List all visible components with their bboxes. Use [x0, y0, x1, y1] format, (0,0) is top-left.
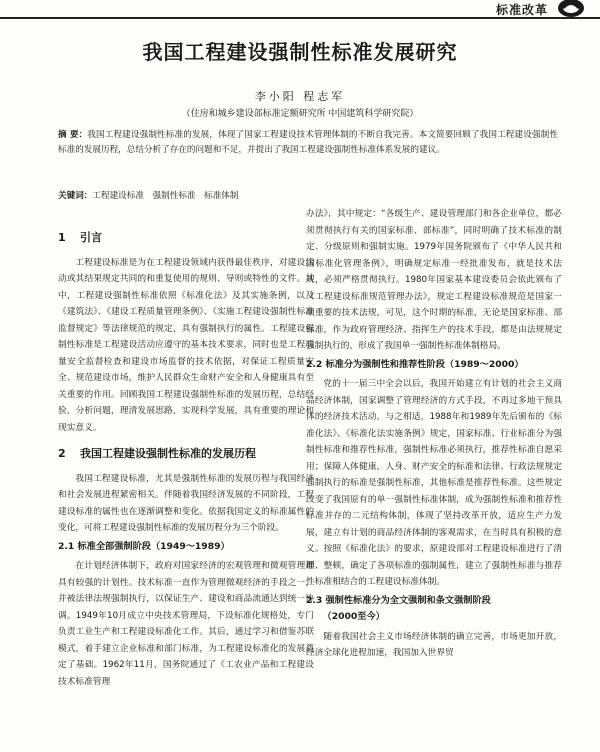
keywords-text: 工程建设标准 强制性标准 标准体制: [92, 191, 239, 201]
article-title: 我国工程建设强制性标准发展研究: [142, 40, 458, 64]
paragraph: 工程建设标准是为在工程建设领域内获得最佳秩序，对建设活动或其结果规定共同的和重复使用的规则、导则或特性的文件。其中，工程建设强制性标准依照《标准化法》及其实施条例，以及《建筑法》、《建设工程质量管理条例》、《实施工程建设强制性标准监督规定》等法律规范的规定，具有强制执行的属性。工程建设强制性标准是工程建设活动应遵守的基本技术要求，同时也是工程质量安全监督检查和建设市场监督的技术依据，对保证工程质量安全、规范建设市场，维护人民群众生命财产安全和人身健康具有至关重要的作用。回顾我国工程建设强制性标准的发展历程，总结经验，分析问题，理清发展思路，实现科学发展，具有重要的理论和现实意义。: [58, 257, 314, 433]
running-header: [0, 0, 600, 20]
section-label: 标准改革: [495, 3, 548, 17]
keywords-label: 关键词：: [58, 191, 93, 201]
section-heading: 1 引言: [58, 231, 102, 244]
section-heading: 2 我国工程建设强制性标准的发展历程: [58, 447, 256, 460]
author-line: 李小阳 程志军: [254, 90, 346, 103]
subsection-heading: 2.2 标准分为强制性和推荐性阶段（1989～2000）: [306, 358, 524, 370]
affiliation-line: （住房和城乡建设部标准定额研究所 中国建筑科学研究院）: [181, 109, 419, 119]
paragraph: 在计划经济体制下，政府对国家经济的宏观管理和微观管理都具有较强的计划性。技术标准一直作为管理微观经济的手段之一，并被法律法规强制执行，以保证生产、建设和商品流通达到统一协调。1949年10月成立中央技术管理局，下设标准化规格处，专门负责工业生产和工程建设标准化工作。其后，通过学习和借鉴苏联模式，着手建立企业标准和部门标准，为工程建设标准化的发展奠定了基础。1962年11月，国务院通过了《工农业产品和工程建设技术标准管理: [58, 561, 314, 687]
abstract-label: 摘 要：: [58, 130, 88, 140]
left-column: [58, 220, 314, 690]
paragraph: 随着我国社会主义市场经济体制的确立完善，市场更加开放，经济全球化进程加速，我国加入世界贸: [306, 631, 562, 658]
paragraph: 办法》，其中规定：“各级生产、建设管理部门和各企业单位，都必须贯彻执行有关的国家标准、部标准”，同时明确了技术标准的制定、分级原则和强制实施。1979年国务院颁布了《中华人民共和国标准化管理条例》，明确规定标准一经批准发布，就是技术法规，必须严格贯彻执行。1980年国家基本建设委员会依此颁布了《工程建设标准规范管理办法》，规定工程建设标准规范是国家一项重要的技术法规，可见，这个时期的标准，无论是国家标准、部标准，作为政府管理经济、指挥生产的技术手段，都是由法规规定强制执行的，形成了我国单一强制性标准体制格局。: [306, 209, 562, 351]
abstract: [58, 128, 558, 158]
subsection-heading: 2.1 标准全部强制阶段（1949～1989）: [58, 540, 230, 552]
paragraph: 党的十一届三中全会以后，我国开始建立有计划的社会主义商品经济体制，国家调整了管理经济的方式手段，不再过多地干预具体的经济技术活动。与之相适，1988年和1989年先后颁布的《标准化法》、《标准化法实施条例》规定，国家标准、行业标准分为强制性标准和推荐性标准，强制性标准必须执行，推荐性标准自愿采用；保障人体健康，人身、财产安全的标准和法律、行政法规规定强制执行的标准是强制性标准，其他标准是推荐性标准。这些规定改变了我国原有的单一强制性标准体制，成为强制性标准和推荐性标准并存的二元结构体制，体现了坚持改革开放，适应生产力发展，建立有计划的商品经济体制的客观需求，在当时具有积极的意义。按照《标准化法》的要求，原建设部对工程建设标准进行了清理、整顿，确定了各项标准的强制属性，建立了强制性标准与推荐性标准相结合的工程建设标准体制。: [306, 379, 562, 587]
header-rule: [0, 17, 600, 19]
abstract-text: 我国工程建设强制性标准的发展，体现了国家工程建设技术管理体制的不断自我完善。本文简要回顾了我国工程建设强制性标准的发展历程，总结分析了存在的问题和不足，并提出了我国工程建设强制性标准体系发展的建议。: [58, 130, 558, 155]
keywords: [58, 189, 558, 201]
subsection-heading: 2.3 强制性标准分为全文强制和条文强制阶段 （2000至今）: [306, 594, 491, 622]
right-column: [306, 206, 562, 662]
paragraph: 我国工程建设标准，尤其是强制性标准的发展历程与我国经济和社会发展进程紧密相关。伴随着我国经济发展的不同阶段，工程建设标准的属性也在逐渐调整和变化。依据我国定义的标准属性的变化，可将工程建设强制性标准的发展历程分为三个阶段。: [58, 473, 314, 533]
